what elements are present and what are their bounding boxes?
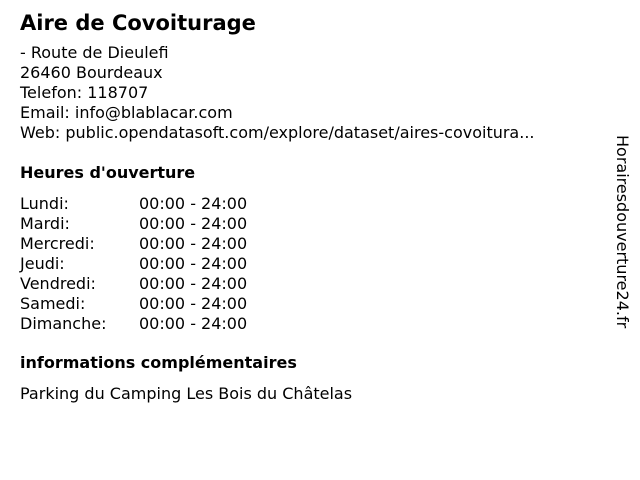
web-line: Web: public.opendatasoft.com/explore/dataset/aires-covoitura... bbox=[20, 123, 535, 142]
time-range: 00:00 - 24:00 bbox=[139, 274, 248, 293]
hours-row-tuesday bbox=[20, 214, 280, 234]
phone-line: Telefon: 118707 bbox=[20, 83, 149, 102]
time-range: 00:00 - 24:00 bbox=[139, 314, 248, 333]
hours-row-friday bbox=[20, 274, 280, 294]
city-line: 26460 Bourdeaux bbox=[20, 63, 163, 82]
day-label: Lundi: bbox=[20, 194, 69, 213]
time-range: 00:00 - 24:00 bbox=[139, 194, 248, 213]
day-label: Jeudi: bbox=[20, 254, 65, 273]
time-range: 00:00 - 24:00 bbox=[139, 254, 248, 273]
time-range: 00:00 - 24:00 bbox=[139, 294, 248, 313]
day-label: Vendredi: bbox=[20, 274, 96, 293]
day-label: Dimanche: bbox=[20, 314, 107, 333]
day-label: Samedi: bbox=[20, 294, 86, 313]
hours-table bbox=[20, 194, 280, 334]
info-text: Parking du Camping Les Bois du Châtelas bbox=[20, 384, 353, 403]
email-line: Email: info@blablacar.com bbox=[20, 103, 233, 122]
hours-row-saturday bbox=[20, 294, 280, 314]
hours-row-thursday bbox=[20, 254, 280, 274]
hours-row-monday bbox=[20, 194, 280, 214]
time-range: 00:00 - 24:00 bbox=[139, 234, 248, 253]
time-range: 00:00 - 24:00 bbox=[139, 214, 248, 233]
day-label: Mardi: bbox=[20, 214, 70, 233]
street-line: - Route de Dieulefi bbox=[20, 43, 169, 62]
hours-heading: Heures d'ouverture bbox=[20, 163, 196, 182]
address-block bbox=[20, 43, 535, 143]
hours-row-sunday bbox=[20, 314, 280, 334]
site-brand: Horairesdouverture24.fr bbox=[613, 135, 632, 329]
place-title: Aire de Covoiturage bbox=[20, 11, 256, 35]
info-heading: informations complémentaires bbox=[20, 353, 297, 372]
hours-row-wednesday bbox=[20, 234, 280, 254]
day-label: Mercredi: bbox=[20, 234, 95, 253]
